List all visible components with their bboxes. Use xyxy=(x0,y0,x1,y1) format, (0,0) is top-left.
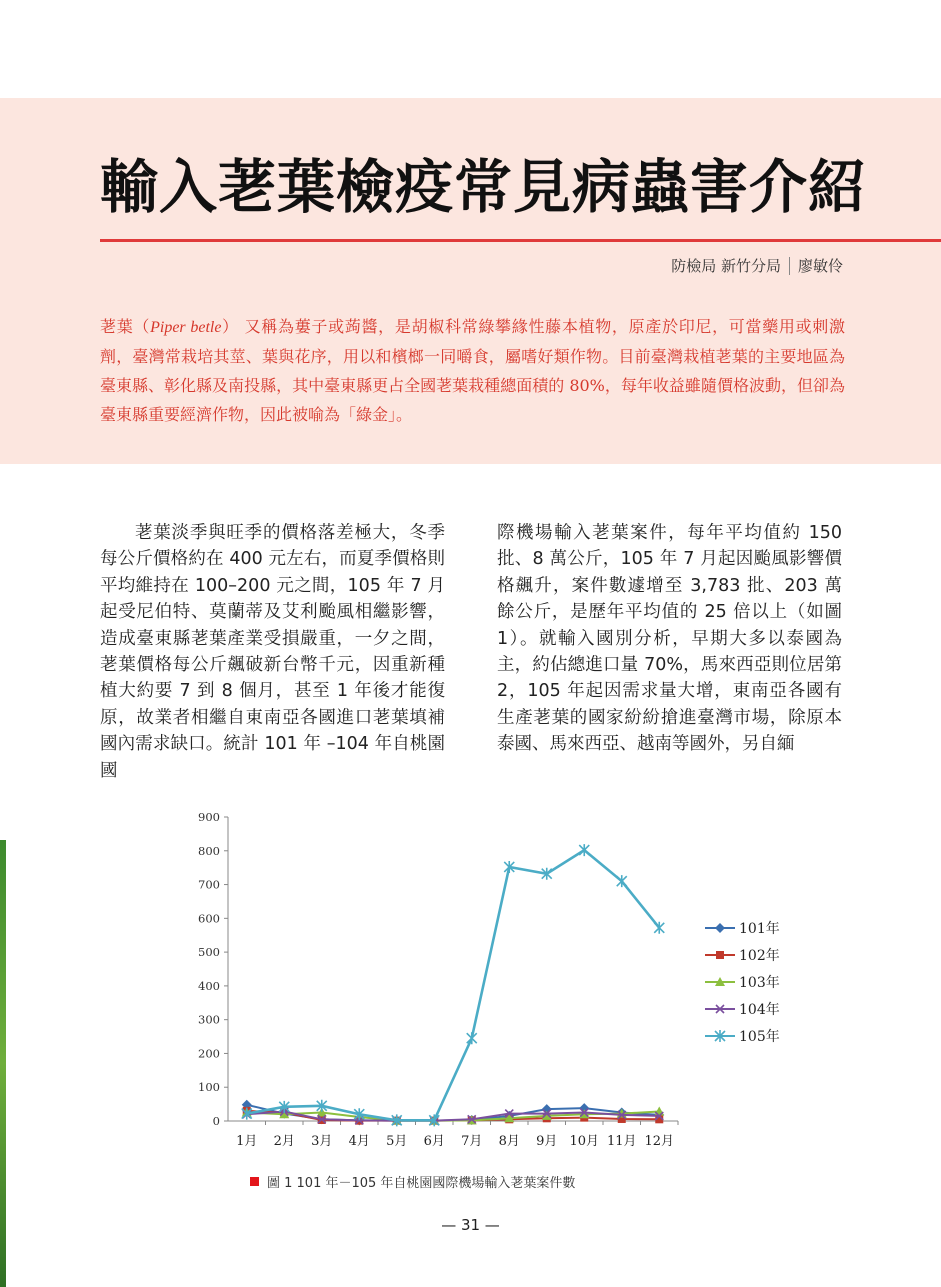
legend-label: 104年 xyxy=(739,1002,780,1018)
body-column-left xyxy=(100,520,445,784)
caption-text: 圖 1 101 年－105 年自桃園國際機場輸入荖葉案件數 xyxy=(267,1176,576,1191)
data-point-105年 xyxy=(617,875,627,887)
body-column-right xyxy=(497,520,842,758)
x-tick-label: 3月 xyxy=(311,1134,333,1149)
x-tick-label: 5月 xyxy=(386,1134,408,1149)
article-title: 輸入荖葉檢疫常見病蟲害介紹 xyxy=(100,153,868,221)
y-tick-label: 200 xyxy=(198,1046,220,1061)
intro-latin-name: Piper betle xyxy=(150,319,222,336)
legend-label: 105年 xyxy=(739,1029,780,1045)
legend-label: 102年 xyxy=(739,948,780,964)
intro-text-rest: ） 又稱為蔞子或蒟醬，是胡椒科常綠攀緣性藤本植物，原產於印尼，可當藥用或刺激劑，臺灣常栽培其莖、葉與花序，用以和檳榔一同嚼食，屬嗜好類作物。目前臺灣栽植荖葉的主要地區為臺東縣、彰化縣及南投縣，其中臺東縣更占全國荖葉栽種總面積的 80%，每年收益雖隨價格波動，但卻為臺東縣重要經濟作物，因此被喻為「綠金」。 xyxy=(100,317,845,424)
line-chart xyxy=(170,800,810,1160)
x-tick-label: 2月 xyxy=(273,1134,295,1149)
data-point-105年 xyxy=(579,844,589,856)
x-tick-label: 6月 xyxy=(423,1134,445,1149)
y-tick-label: 900 xyxy=(198,810,220,824)
body-text-right: 際機場輸入荖葉案件，每年平均值約 150 批、8 萬公斤，105 年 7 月起因颱風影響價格飆升，案件數遽增至 3,783 批、203 萬餘公斤，是歷年平均值的 25 倍以上（如圖 1）。就輸入國別分析，早期大多以泰國為主，約佔總進口量 70%，馬來西亞則位居第 2，105 年起因需求量大增，東南亞各國有生產荖葉的國家紛紛搶進臺灣市場，除原本泰國、馬來西亞、越南等國外，另自緬 xyxy=(497,523,842,755)
data-point-105年 xyxy=(467,1032,477,1044)
y-tick-label: 400 xyxy=(198,978,220,993)
y-tick-label: 300 xyxy=(198,1012,220,1027)
legend-marker xyxy=(715,923,725,933)
byline xyxy=(671,255,843,276)
y-tick-label: 500 xyxy=(198,945,220,960)
data-point-105年 xyxy=(654,922,664,934)
legend-label: 103年 xyxy=(739,975,780,991)
x-tick-label: 9月 xyxy=(536,1134,558,1149)
title-rule xyxy=(100,239,941,242)
figure-caption xyxy=(250,1172,575,1191)
x-tick-label: 11月 xyxy=(606,1134,637,1149)
x-tick-label: 12月 xyxy=(644,1134,675,1149)
y-tick-label: 800 xyxy=(198,843,220,858)
byline-author: 廖敏伶 xyxy=(797,257,843,275)
y-tick-label: 100 xyxy=(198,1080,220,1095)
x-tick-label: 1月 xyxy=(236,1134,258,1149)
x-tick-label: 8月 xyxy=(498,1134,520,1149)
y-tick-label: 700 xyxy=(198,877,220,892)
byline-separator xyxy=(789,257,790,275)
figure-1-chart xyxy=(170,800,810,1160)
x-tick-label: 10月 xyxy=(569,1134,600,1149)
x-tick-label: 7月 xyxy=(461,1134,483,1149)
byline-org: 防檢局 新竹分局 xyxy=(671,257,781,275)
y-tick-label: 600 xyxy=(198,911,220,926)
caption-square-icon xyxy=(250,1177,259,1186)
y-tick-label: 0 xyxy=(212,1114,220,1128)
intro-paragraph xyxy=(100,312,845,429)
series-line-105年 xyxy=(247,850,660,1120)
page-number: — 31 — xyxy=(441,1216,500,1234)
x-tick-label: 4月 xyxy=(348,1134,370,1149)
legend-label: 101年 xyxy=(739,921,780,937)
legend-marker xyxy=(716,951,724,959)
intro-text-start: 荖葉（ xyxy=(100,317,151,336)
body-text-left: 荖葉淡季與旺季的價格落差極大，冬季每公斤價格約在 400 元左右，而夏季價格則平均維持在 100–200 元之間，105 年 7 月起受尼伯特、莫蘭蒂及艾利颱風相繼影響，造成臺東縣荖葉產業受損嚴重，一夕之間，荖葉價格每公斤飆破新台幣千元，因重新種植大約要 7 到 8 個月，甚至 1 年後才能復原，故業者相繼自東南亞各國進口荖葉填補國內需求缺口。統計 101 年 –104 年自桃園國 xyxy=(100,523,445,781)
